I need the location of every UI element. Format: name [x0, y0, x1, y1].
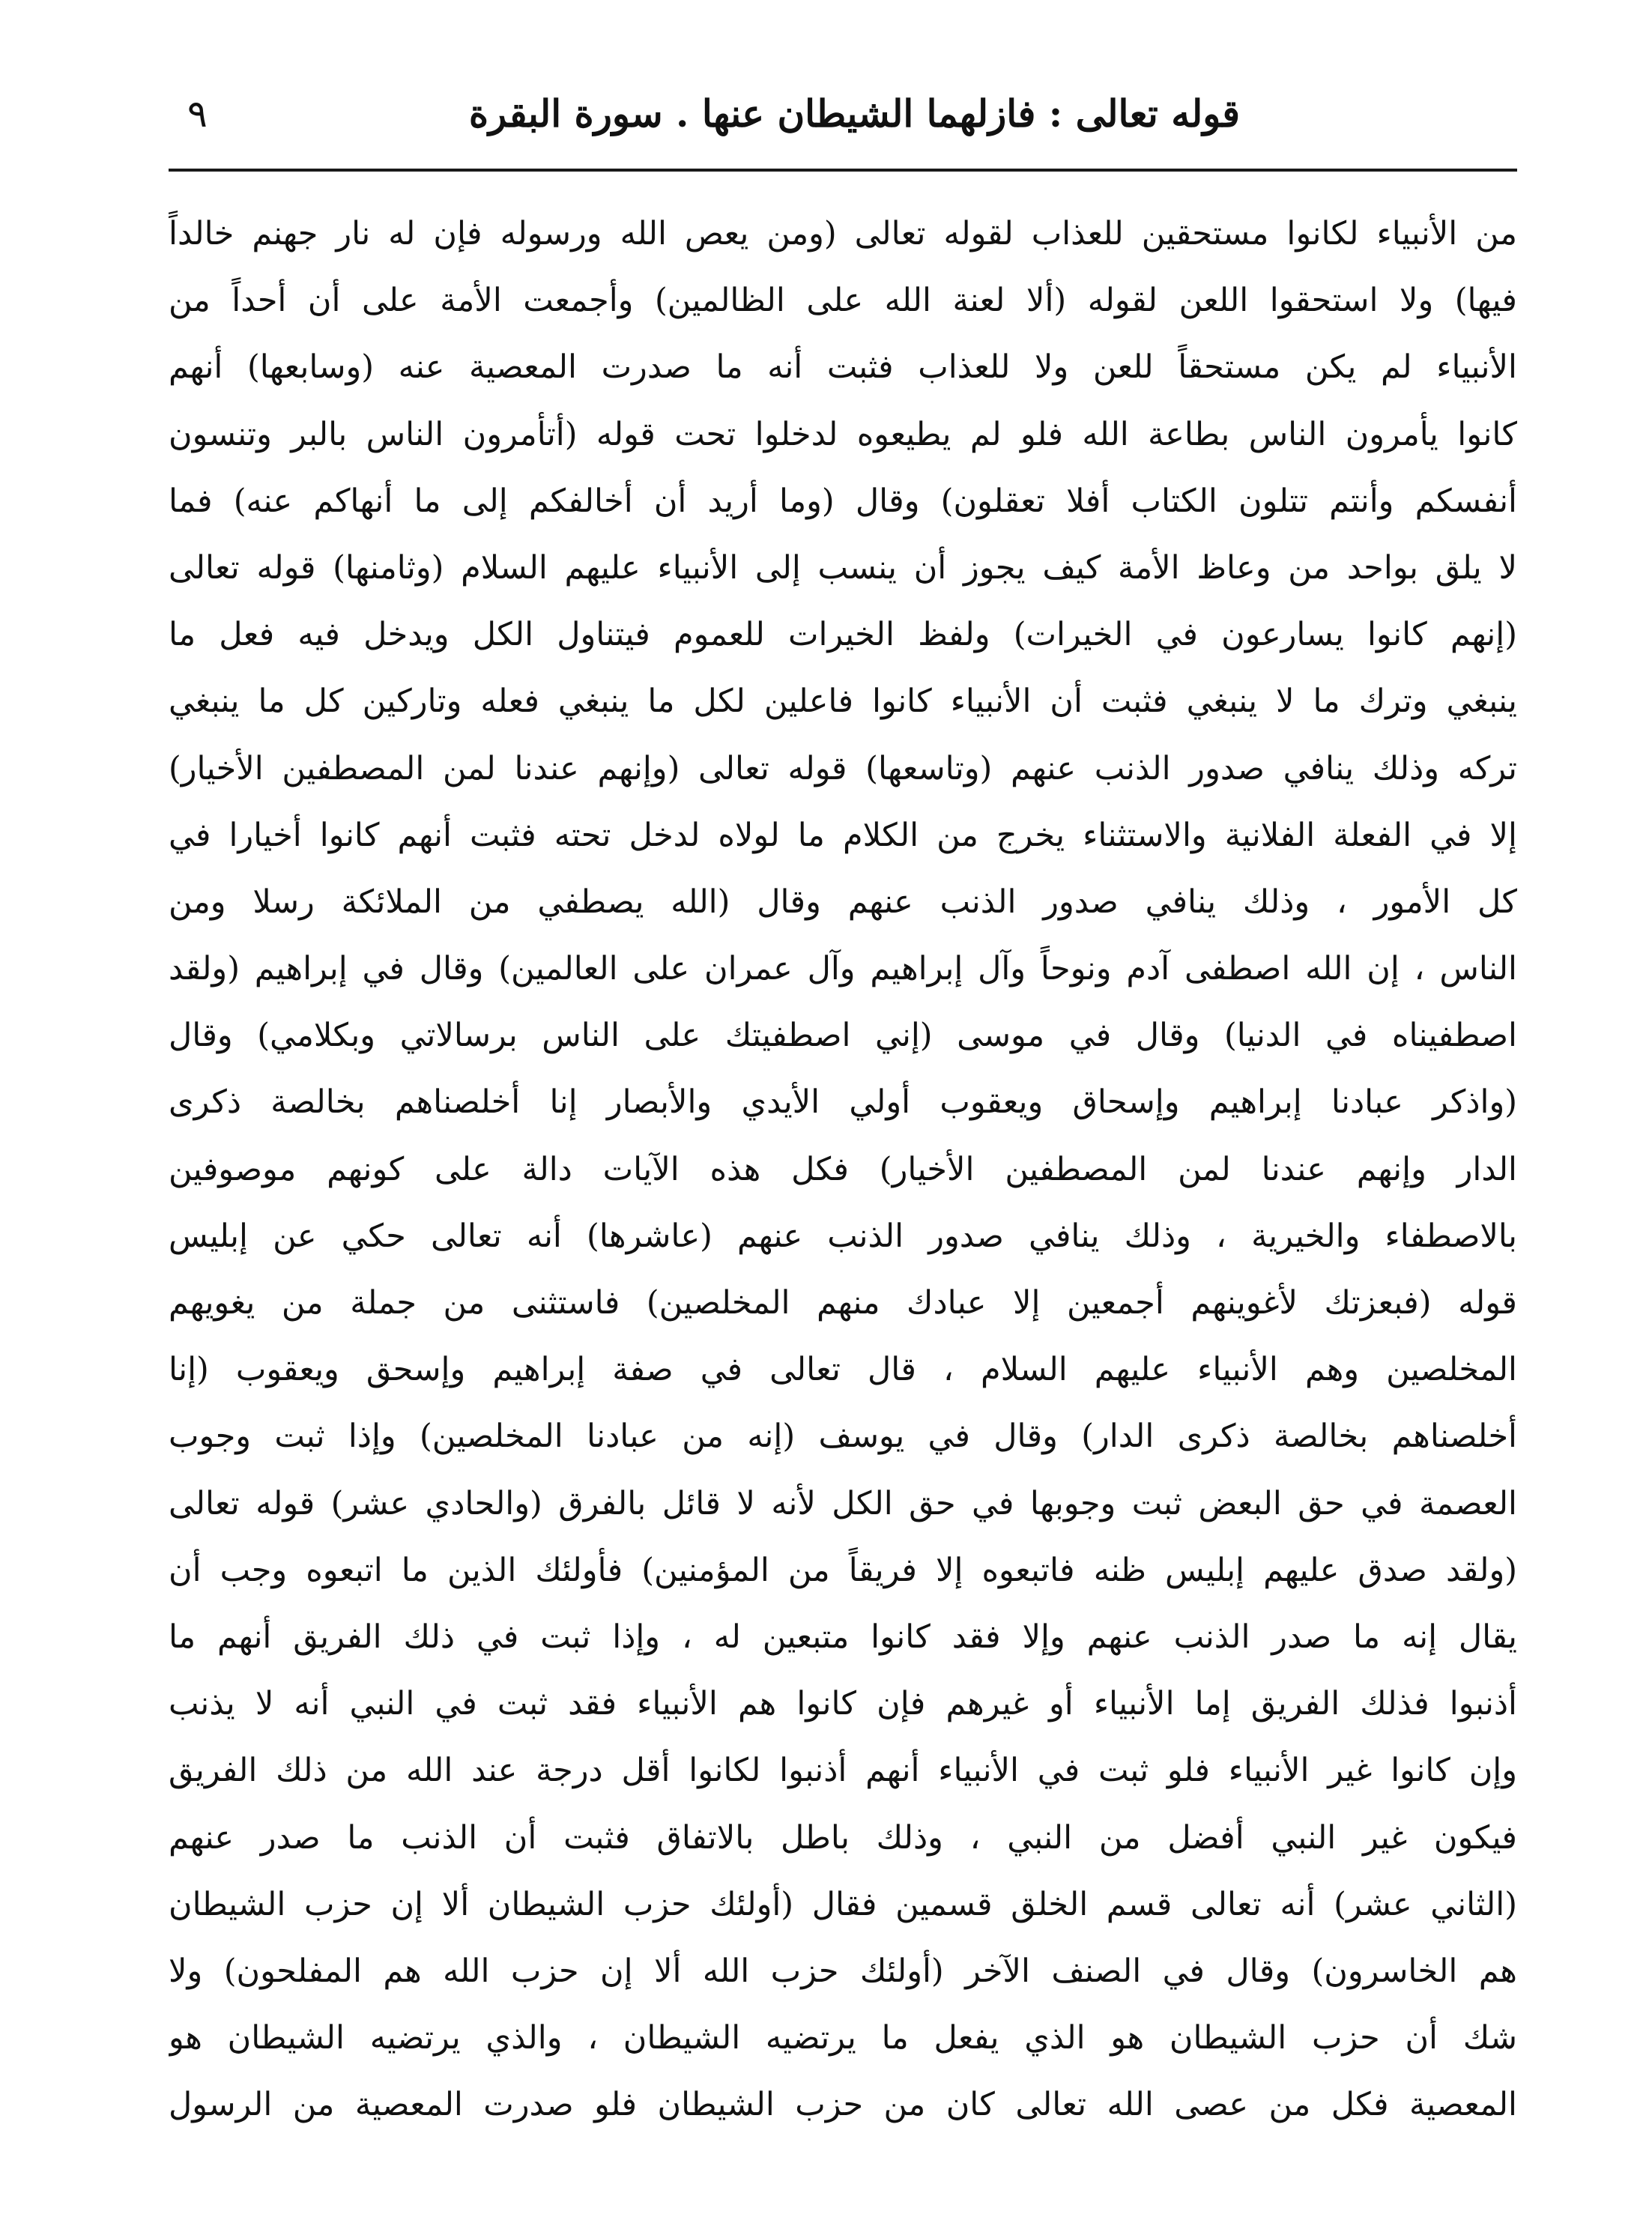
text-line: شك أن حزب الشيطان هو الذي يفعل ما يرتضيه الشيطان ، والذي يرتضيه الشيطان هو [169, 2019, 1517, 2057]
page-header [165, 75, 1517, 157]
text-line: الدار وإنهم عندنا لمن المصطفين الأخيار) فكل هذه الآيات دالة على كونهم موصوفين [169, 1150, 1517, 1188]
text-line: وإن كانوا غير الأنبياء فلو ثبت في الأنبياء أنهم أذنبوا لكانوا أقل درجة عند الله من ذلك الفريق [169, 1752, 1517, 1790]
text-line: (إنهم كانوا يسارعون في الخيرات) ولفظ الخيرات للعموم فيتناول الكل ويدخل فيه فعل ما [169, 616, 1517, 654]
text-line: بالاصطفاء والخيرية ، وذلك ينافي صدور الذنب عنهم (عاشرها) أنه تعالى حكي عن إبليس [169, 1217, 1517, 1255]
page-number: ٩ [187, 92, 208, 136]
text-line: لا يلق بواحد من وعاظ الأمة كيف يجوز أن ينسب إلى الأنبياء عليهم السلام (وثامنها) قوله تعالى [169, 548, 1517, 587]
text-line: المعصية فكل من عصى الله تعالى كان من حزب الشيطان فلو صدرت المعصية من الرسول [169, 2086, 1517, 2124]
text-line: ينبغي وترك ما لا ينبغي فثبت أن الأنبياء كانوا فاعلين لكل ما ينبغي فعله وتاركين كل ما ينبغي [169, 683, 1517, 721]
text-line: هم الخاسرون) وقال في الصنف الآخر (أولئك حزب الله ألا إن حزب الله هم المفلحون) ولا [169, 1952, 1517, 1990]
text-line: أنفسكم وأنتم تتلون الكتاب أفلا تعقلون) وقال (وما أريد أن أخالفكم إلى ما أنهاكم عنه) فما [169, 482, 1517, 520]
text-line: أخلصناهم بخالصة ذكرى الدار) وقال في يوسف (إنه من عبادنا المخلصين) وإذا ثبت وجوب [169, 1418, 1517, 1456]
text-line: المخلصين وهم الأنبياء عليهم السلام ، قال تعالى في صفة إبراهيم وإسحق ويعقوب (إنا [169, 1351, 1517, 1389]
text-line: فيكون غير النبي أفضل من النبي ، وذلك باطل بالاتفاق فثبت أن الذنب ما صدر عنهم [169, 1818, 1517, 1857]
text-line: إلا في الفعلة الفلانية والاستثناء يخرج من الكلام ما لولاه لدخل تحته فثبت أنهم كانوا أخيارا في [169, 816, 1517, 854]
header-rule [169, 169, 1517, 172]
text-line: اصطفيناه في الدنيا) وقال في موسى (إني اصطفيتك على الناس برسالاتي وبكلامي) وقال [169, 1017, 1517, 1055]
running-title: قوله تعالى : فازلهما الشيطان عنها . سورة البقرة [468, 91, 1240, 136]
text-line: يقال إنه ما صدر الذنب عنهم وإلا فقد كانوا متبعين له ، وإذا ثبت في ذلك الفريق أنهم ما [169, 1618, 1517, 1656]
text-line: من الأنبياء لكانوا مستحقين للعذاب لقوله تعالى (ومن يعص الله ورسوله فإن له نار جهنم خالداً [169, 215, 1517, 252]
text-line: قوله (فبعزتك لأغوينهم أجمعين إلا عبادك منهم المخلصين) فاستثنى من جملة من يغويهم [169, 1284, 1517, 1322]
text-line: (ولقد صدق عليهم إبليس ظنه فاتبعوه إلا فريقاً من المؤمنين) فأولئك الذين ما اتبعوه وجب أن [169, 1551, 1517, 1589]
text-line: (واذكر عبادنا إبراهيم وإسحاق ويعقوب أولي الأيدي والأبصار إنا أخلصناهم بخالصة ذكرى [169, 1083, 1517, 1122]
text-line: كانوا يأمرون الناس بطاعة الله فلو لم يطيعوه لدخلوا تحت قوله (أتأمرون الناس بالبر وتنسون [169, 415, 1517, 453]
text-line: الأنبياء لم يكن مستحقاً للعن ولا للعذاب فثبت أنه ما صدرت المعصية عنه (وسابعها) أنهم [169, 348, 1517, 387]
body-text [169, 201, 1517, 2138]
text-line: العصمة في حق البعض ثبت وجوبها في حق الكل لأنه لا قائل بالفرق (والحادي عشر) قوله تعالى [169, 1484, 1517, 1522]
text-line: كل الأمور ، وذلك ينافي صدور الذنب عنهم وقال (الله يصطفي من الملائكة رسلا ومن [169, 883, 1517, 921]
text-line: أذنبوا فذلك الفريق إما الأنبياء أو غيرهم فإن كانوا هم الأنبياء فقد ثبت في النبي أنه لا يذنب [169, 1685, 1517, 1723]
text-line: (الثاني عشر) أنه تعالى قسم الخلق قسمين فقال (أولئك حزب الشيطان ألا إن حزب الشيطان [169, 1885, 1517, 1923]
text-line: فيها) ولا استحقوا اللعن لقوله (ألا لعنة الله على الظالمين) وأجمعت الأمة على أن أحداً من [169, 282, 1517, 320]
text-line: تركه وذلك ينافي صدور الذنب عنهم (وتاسعها) قوله تعالى (وإنهم عندنا لمن المصطفين الأخيار) [169, 749, 1517, 787]
text-line: الناس ، إن الله اصطفى آدم ونوحاً وآل إبراهيم وآل عمران على العالمين) وقال في إبراهيم (ولقد [169, 950, 1517, 988]
